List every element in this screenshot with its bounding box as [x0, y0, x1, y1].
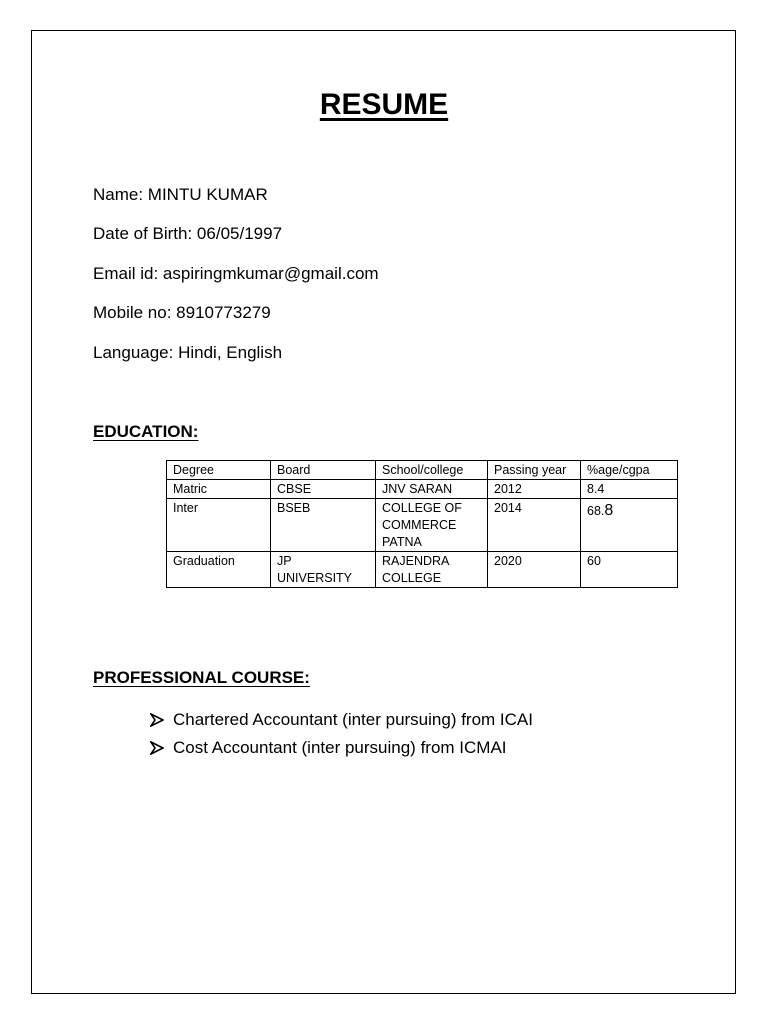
education-heading: EDUCATION: [93, 422, 199, 441]
score-part-large: 8 [604, 502, 614, 519]
arrow-bullet-icon [150, 741, 164, 755]
table-cell [581, 499, 678, 552]
table-cell: 2012 [488, 480, 581, 499]
table-cell: 2020 [488, 552, 581, 588]
name-line: Name: MINTU KUMAR [93, 185, 268, 204]
course-text: Cost Accountant (inter pursuing) from ICMAI [173, 738, 507, 757]
table-cell: CBSE [271, 480, 376, 499]
course-text: Chartered Accountant (inter pursuing) from ICAI [173, 710, 533, 729]
email-line: Email id: aspiringmkumar@gmail.com [93, 264, 379, 283]
list-item [150, 734, 533, 762]
header-cell-year: Passing year [488, 461, 581, 480]
list-item [150, 706, 533, 734]
table-cell: 60 [581, 552, 678, 588]
header-cell-degree: Degree [167, 461, 271, 480]
professional-heading: PROFESSIONAL COURSE: [93, 668, 310, 687]
table-cell: COLLEGE OF COMMERCE PATNA [376, 499, 488, 552]
mobile-line: Mobile no: 8910773279 [93, 303, 271, 322]
header-cell-score: %age/cgpa [581, 461, 678, 480]
header-cell-school: School/college [376, 461, 488, 480]
table-cell: Matric [167, 480, 271, 499]
table-row [167, 499, 678, 552]
table-cell: BSEB [271, 499, 376, 552]
table-row [167, 480, 678, 499]
score-part: 68. [587, 504, 605, 518]
dob-line: Date of Birth: 06/05/1997 [93, 224, 283, 243]
table-cell: JNV SARAN [376, 480, 488, 499]
table-header-row [167, 461, 678, 480]
table-cell: JP UNIVERSITY [271, 552, 376, 588]
table-cell: 2014 [488, 499, 581, 552]
resume-title: RESUME [319, 88, 449, 121]
language-line: Language: Hindi, English [93, 343, 283, 362]
professional-course-list [150, 706, 533, 762]
header-cell-board: Board [271, 461, 376, 480]
table-cell: RAJENDRA COLLEGE [376, 552, 488, 588]
table-row [167, 552, 678, 588]
arrow-bullet-icon [150, 713, 164, 727]
table-cell: 8.4 [581, 480, 678, 499]
table-cell: Inter [167, 499, 271, 552]
education-table [166, 460, 678, 588]
table-cell: Graduation [167, 552, 271, 588]
